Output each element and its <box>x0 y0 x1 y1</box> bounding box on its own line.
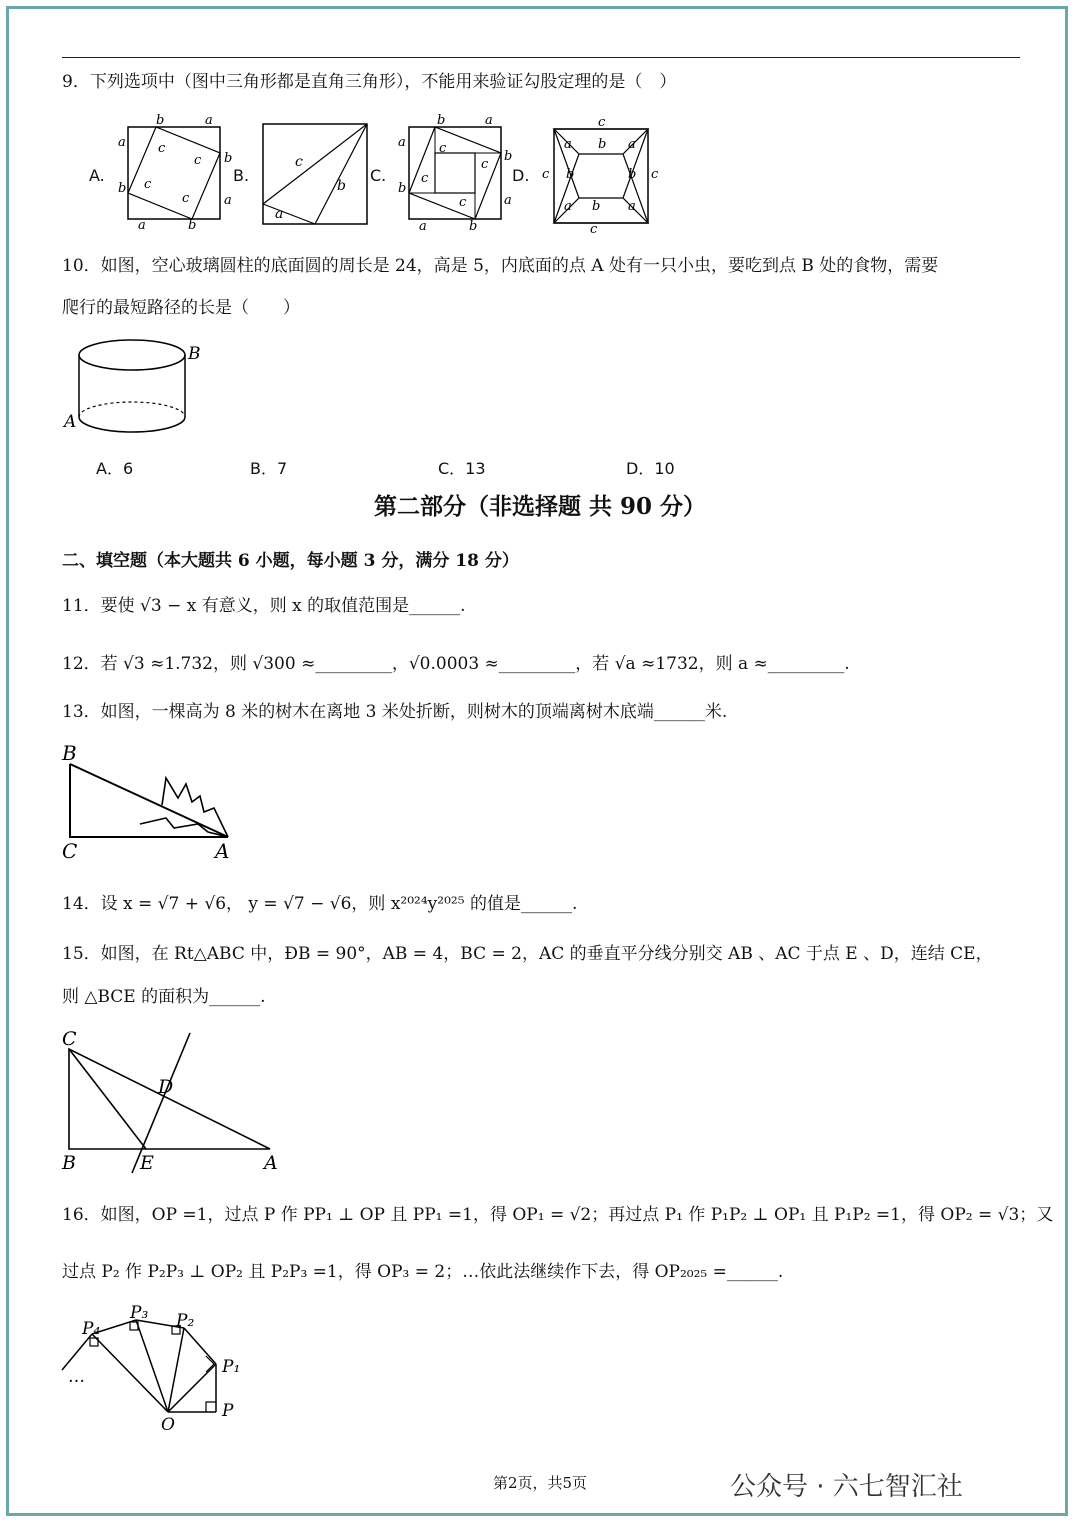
svg-text:c: c <box>295 154 303 170</box>
tri-label-b: B <box>62 1152 76 1174</box>
wechat-watermark: 公众号 · 六七智汇社 <box>730 1472 963 1502</box>
spiral-label-p: P <box>222 1401 234 1421</box>
svg-text:b: b <box>398 181 407 196</box>
q13-tree-figure <box>58 740 248 865</box>
spiral-label-p4: P₄ <box>82 1319 101 1339</box>
svg-text:a: a <box>485 113 493 128</box>
svg-text:b: b <box>224 151 233 166</box>
svg-text:c: c <box>421 171 429 186</box>
q12-text: 12．若 √3 ≈1.732，则 √300 ≈_________，√0.0003 ≈_________，若 √a ≈1732，则 a ≈_________. <box>62 654 850 674</box>
tri-label-a: A <box>264 1152 278 1174</box>
q16-spiral-figure <box>58 1300 258 1440</box>
spiral-dots: … <box>68 1367 85 1387</box>
q9-figure-b <box>255 118 375 230</box>
svg-text:c: c <box>542 167 550 182</box>
q9-figure-d <box>538 112 663 237</box>
q9-figure-c <box>393 112 518 234</box>
section2-heading: 二、填空题（本大题共 6 小题，每小题 3 分，满分 18 分） <box>62 551 519 571</box>
q9-text: 9．下列选项中（图中三角形都是直角三角形），不能用来验证勾股定理的是（ ） <box>62 72 677 92</box>
svg-text:a: a <box>224 193 232 208</box>
svg-text:a: a <box>419 219 427 234</box>
spiral-label-p2: P₂ <box>176 1311 195 1331</box>
tri-label-e: E <box>140 1152 154 1174</box>
svg-text:b: b <box>504 149 513 164</box>
svg-text:a: a <box>275 206 284 222</box>
q10-line2: 爬行的最短路径的长是（ ） <box>62 298 300 318</box>
svg-text:b: b <box>566 167 575 182</box>
cylinder-label-a: A <box>64 412 77 432</box>
svg-text:b: b <box>188 218 197 233</box>
svg-text:a: a <box>118 135 126 150</box>
svg-text:b: b <box>628 167 637 182</box>
tri-label-d: D <box>158 1076 174 1098</box>
cylinder-label-b: B <box>188 344 201 364</box>
q10-option-a[interactable]: A．6 <box>96 459 134 478</box>
svg-text:c: c <box>651 167 659 182</box>
svg-text:a: a <box>628 199 636 214</box>
q16-line2: 过点 P₂ 作 P₂P₃ ⊥ OP₂ 且 P₂P₃ =1，得 OP₃ = 2；…依此法继续作下去，得 OP₂₀₂₅ =______. <box>62 1262 784 1282</box>
q14-text: 14．设 x = √7 + √6， y = √7 − √6，则 x²⁰²⁴y²⁰²⁵ 的值是______. <box>62 894 578 914</box>
svg-text:a: a <box>564 137 572 152</box>
q10-option-c[interactable]: C．13 <box>438 459 486 478</box>
svg-text:b: b <box>337 178 346 194</box>
q10-option-b[interactable]: B．7 <box>250 459 288 478</box>
spiral-label-o: O <box>161 1415 175 1435</box>
q10-line1: 10．如图，空心玻璃圆柱的底面圆的周长是 24，高是 5，内底面的点 A 处有一只小虫，要吃到点 B 处的食物，需要 <box>62 256 939 276</box>
svg-text:c: c <box>158 141 166 156</box>
q9-figure-a <box>110 112 233 233</box>
spiral-label-p1: P₁ <box>222 1357 241 1377</box>
spiral-label-p3: P₃ <box>130 1303 149 1323</box>
tree-label-c: C <box>62 839 78 863</box>
svg-text:b: b <box>118 181 127 196</box>
q9-option-b[interactable]: B. <box>233 166 250 185</box>
svg-text:c: c <box>144 177 152 192</box>
tree-label-a: A <box>215 839 230 863</box>
svg-text:a: a <box>138 218 146 233</box>
svg-text:c: c <box>439 141 447 156</box>
page-footer: 第2页，共5页 <box>492 1474 588 1492</box>
svg-text:c: c <box>598 115 606 130</box>
svg-text:b: b <box>437 113 446 128</box>
tri-label-c: C <box>62 1028 77 1050</box>
svg-text:c: c <box>459 195 467 210</box>
svg-text:b: b <box>598 137 607 152</box>
q9-option-a[interactable]: A. <box>89 166 105 185</box>
svg-text:b: b <box>469 219 478 234</box>
q16-line1: 16．如图，OP =1，过点 P 作 PP₁ ⊥ OP 且 PP₁ =1，得 OP₁ = √2；再过点 P₁ 作 P₁P₂ ⊥ OP₁ 且 P₁P₂ =1，得 OP₂ = √3；又 <box>62 1205 1054 1225</box>
svg-text:c: c <box>590 222 598 237</box>
q15-line1: 15．如图，在 Rt△ABC 中，ÐB = 90°，AB = 4，BC = 2，AC 的垂直平分线分别交 AB 、AC 于点 E 、D，连结 CE， <box>62 944 993 964</box>
svg-text:a: a <box>504 193 512 208</box>
svg-text:c: c <box>194 153 202 168</box>
q9-option-c[interactable]: C. <box>370 166 387 185</box>
svg-text:a: a <box>398 135 406 150</box>
svg-text:a: a <box>628 137 636 152</box>
svg-text:c: c <box>182 191 190 206</box>
header-rule <box>62 57 1020 58</box>
q11-text: 11．要使 √3 − x 有意义，则 x 的取值范围是______. <box>62 596 466 616</box>
q10-option-d[interactable]: D．10 <box>626 459 675 478</box>
q15-line2: 则 △BCE 的面积为______. <box>62 987 266 1007</box>
q13-text: 13．如图，一棵高为 8 米的树木在离地 3 米处折断，则树木的顶端离树木底端______米. <box>62 702 728 722</box>
svg-text:c: c <box>481 157 489 172</box>
part2-title: 第二部分（非选择题 共 90 分） <box>373 493 707 520</box>
svg-text:b: b <box>592 199 601 214</box>
svg-text:a: a <box>205 113 213 128</box>
q9-option-d[interactable]: D. <box>512 166 530 185</box>
tree-label-b: B <box>62 741 77 765</box>
svg-text:b: b <box>156 113 165 128</box>
q10-cylinder-figure <box>60 335 220 440</box>
svg-text:a: a <box>564 199 572 214</box>
q15-triangle-figure <box>58 1025 288 1175</box>
